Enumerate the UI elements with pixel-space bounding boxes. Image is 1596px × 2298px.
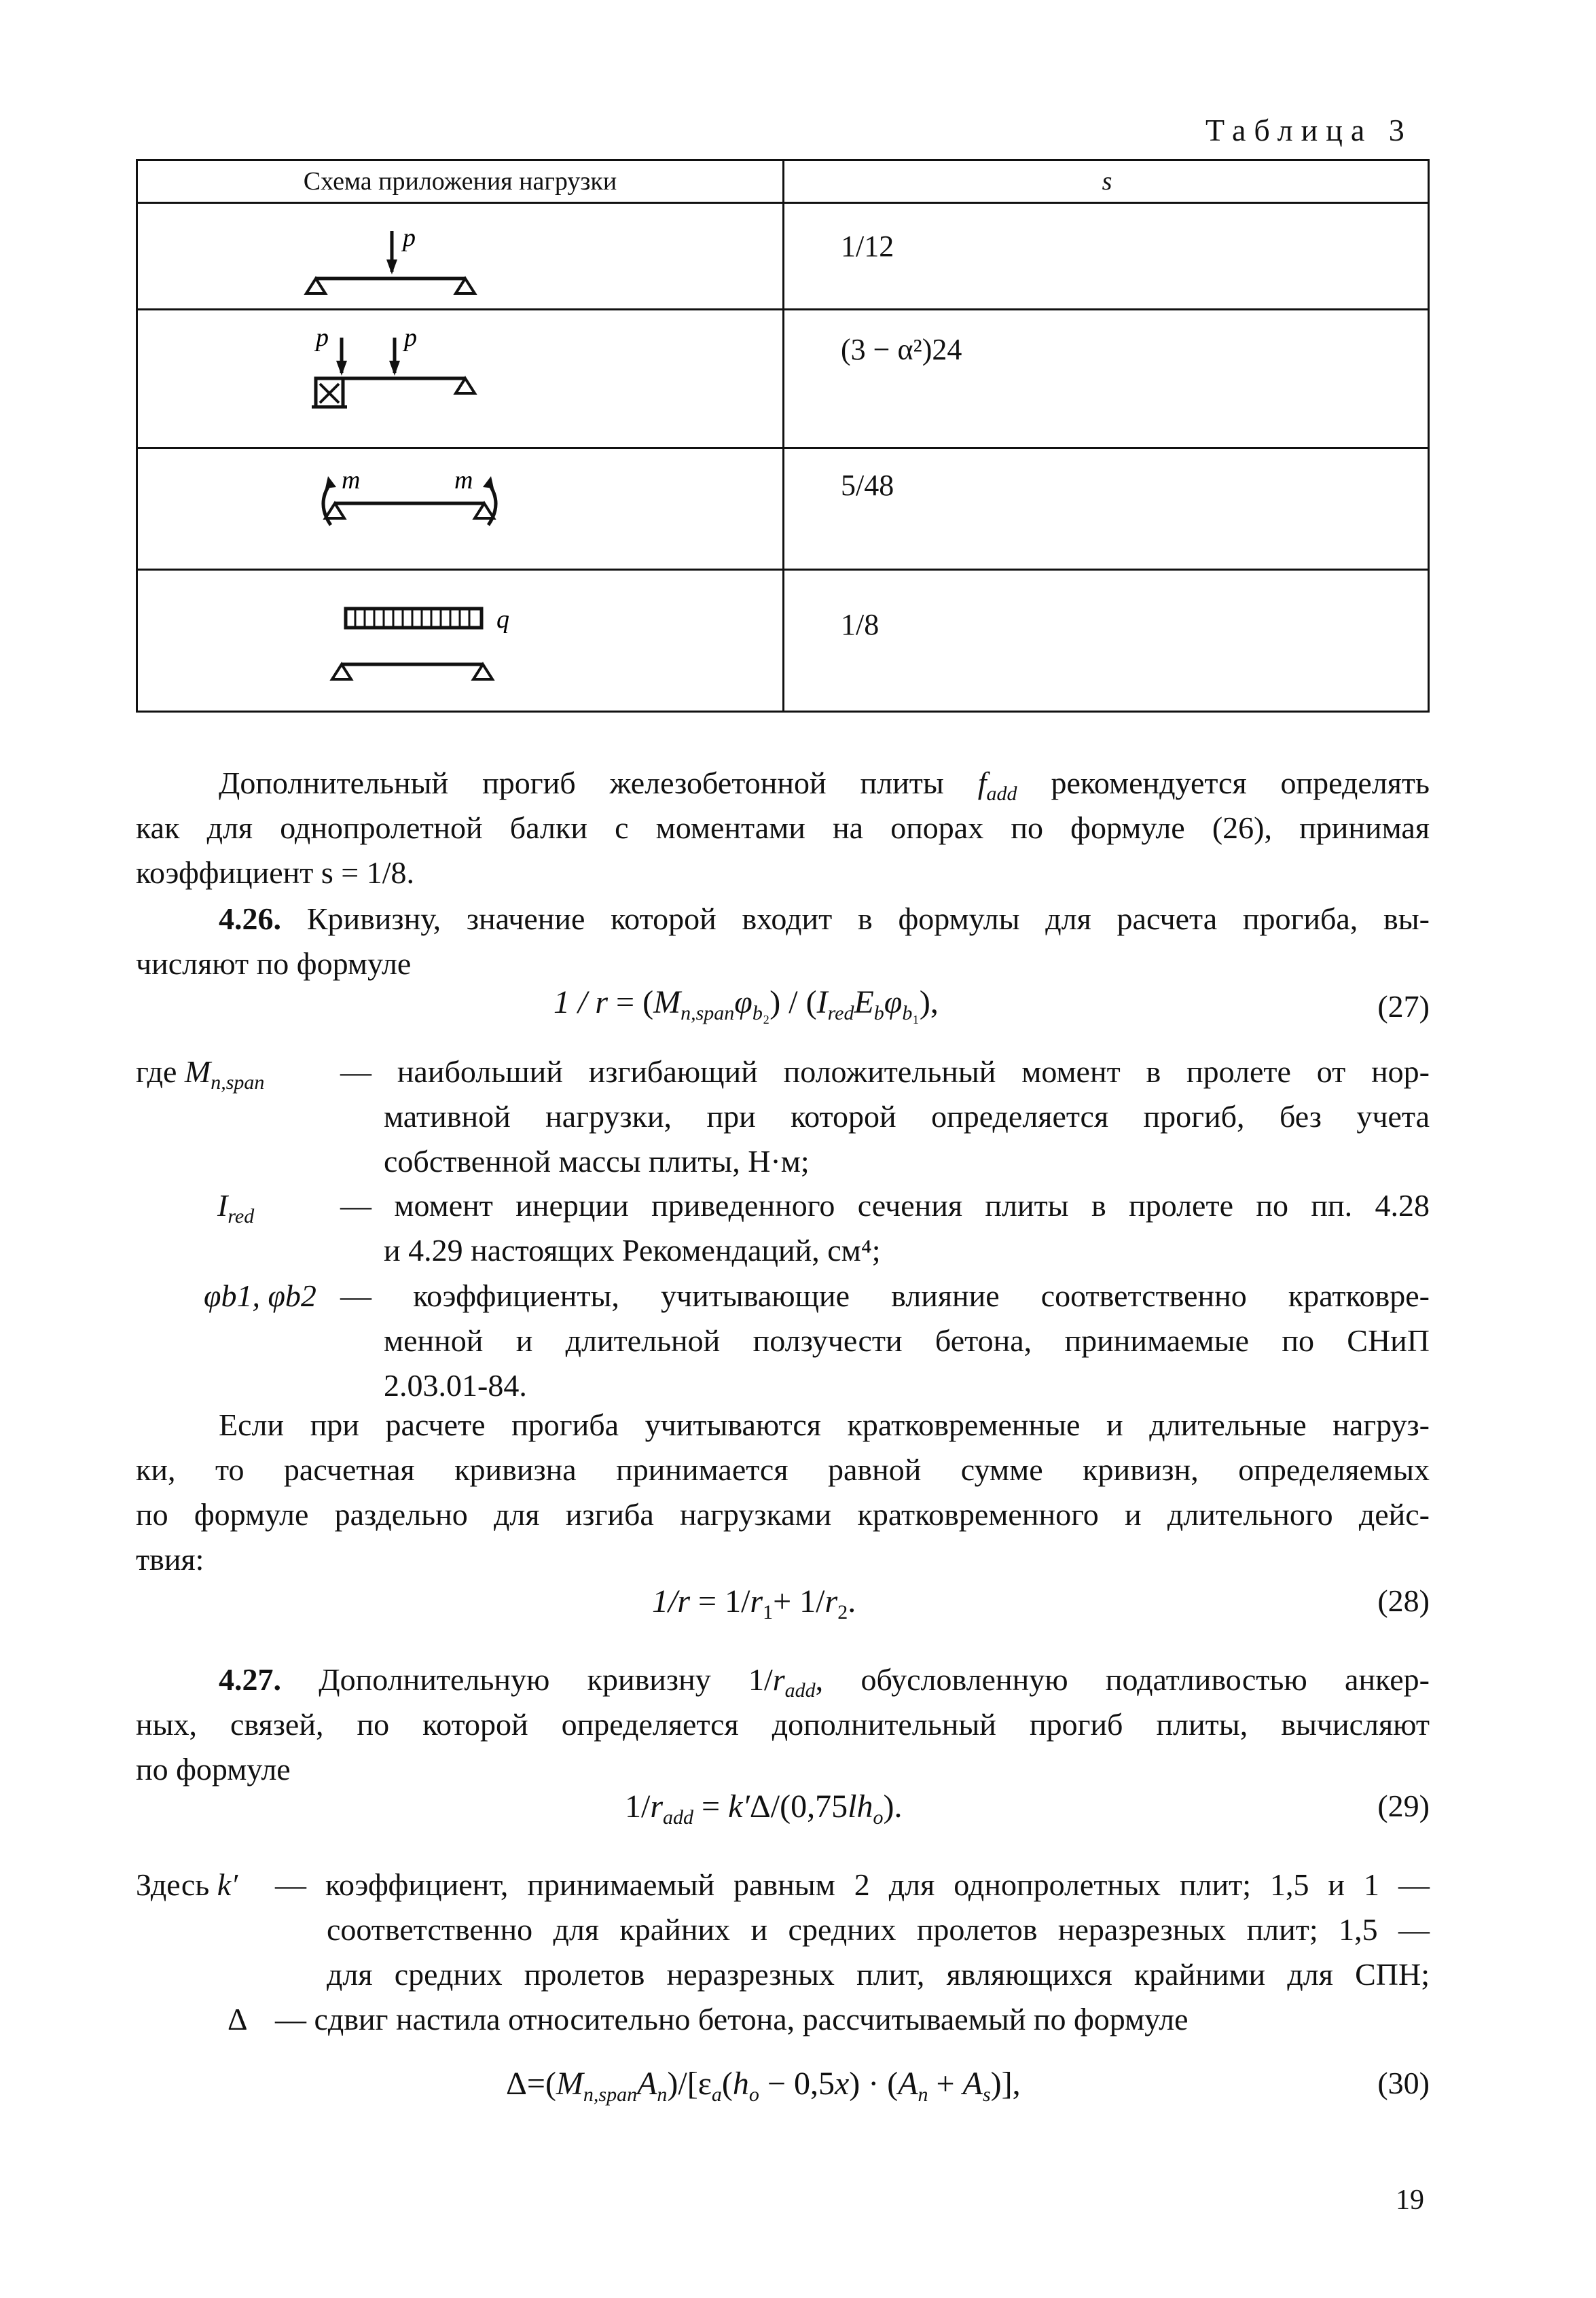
section-4-27: 4.27. Дополнительную кривизну $1/r_{add}$, обусловленную податливостью анкер- ных, связей, по которой определяется дополнительный прогиб плиты, вычисляют по формуле [136,1662,1430,1787]
paragraph-combined-curvature: Если при расчете прогиба учитываются кратковременные и длительные нагруз- ки, то расчетная кривизна принимается равной сумме кривизн, определяемых по формуле раздельно для изгиба нагрузками кратковременного и длительного дейс- твия: [136,1407,1430,1577]
table-header-s: s [1102,167,1112,196]
scheme-label-right: p [404,323,417,352]
definition-text: — момент инерции приведенного сечения плиты в пролете по пп. 4.28 и 4.29 настоящих Рекомендаций, см⁴; [340,1188,1430,1268]
s-value: 1/8 [841,608,879,641]
scheme-label: p [403,223,416,252]
two-point-loads-scheme-icon [138,310,782,447]
scheme-label-left: p [316,323,329,352]
scheme-label-right: m [454,466,473,495]
equation-number: (28) [1377,1583,1430,1618]
definition-term: φb1, φb2 [204,1278,316,1313]
definition-term: Δ [228,2002,248,2036]
equation-number: (29) [1377,1789,1430,1823]
table-header-scheme: Схема приложения нагрузки [303,167,617,196]
formula-28: $1/r = 1/r_1+ 1/r_2$. [652,1583,856,1623]
table-caption: Таблица 3 [1205,113,1413,147]
definition-text: — коэффициенты, учитывающие влияние соответственно кратковре- менной и длительной ползучести бетона, принимаемые по СНиП 2.03.01-84. [340,1278,1430,1403]
equation-number: (30) [1377,2066,1430,2100]
paragraph-additional-deflection: Дополнительный прогиб железобетонной плиты $f_{add}$ рекомендуется определять как для однопролетной балки с моментами на опорах по формуле (26), принимая коэффициент s = 1/8. [136,766,1430,890]
definition-text: — сдвиг настила относительно бетона, рассчитываемый по формуле [275,2002,1189,2036]
definition-term: Здесь k′ [136,1867,238,1902]
definition-text: — коэффициент, принимаемый равным 2 для однопролетных плит; 1,5 и 1 — соответственно для крайних и средних пролетов неразрезных плит; 1,5 — для средних пролетов неразрезных плит, являющихся крайними для СПН; [275,1867,1430,1992]
definition-text: — наибольший изгибающий положительный момент в пролете от нор- мативной нагрузки, при которой определяется прогиб, без учета собственной массы плиты, Н·м; [340,1054,1430,1179]
s-value: 5/48 [841,469,894,502]
equation-number: (27) [1377,989,1430,1024]
table-column-divider [782,161,784,711]
section-4-26: 4.26. Кривизну, значение которой входит в формулы для расчета прогиба, вы- числяют по формуле [136,901,1430,981]
definition-term: $I_{red}$ [217,1188,255,1227]
formula-30: $\Delta=(M_{n,span}A_n)/[\varepsilon_a(h_o - 0,5x) \cdot (A_n + A_s)]$, [506,2066,1021,2106]
scheme-label: q [496,605,509,634]
formula-27: $1 / r = (M_{n,span}\varphi_{b_2}) / (I_{red}E_b\varphi_{b_1})$, [554,984,939,1024]
load-scheme-table [136,159,1430,713]
s-value: 1/12 [841,230,894,263]
page-number: 19 [1396,2185,1424,2216]
end-moments-scheme-icon [138,449,782,569]
point-load-scheme-icon [138,204,782,308]
uniform-load-scheme-icon [138,571,782,713]
s-value: (3 − α²)24 [841,333,962,366]
formula-29: $1/r_{add} = k'\Delta/(0,75lh_o)$. [625,1789,903,1829]
section-number: 4.27. [219,1662,281,1697]
definition-term: где $M_{n,span}$ [136,1054,265,1094]
section-number: 4.26. [219,901,281,936]
scheme-label-left: m [342,466,361,495]
